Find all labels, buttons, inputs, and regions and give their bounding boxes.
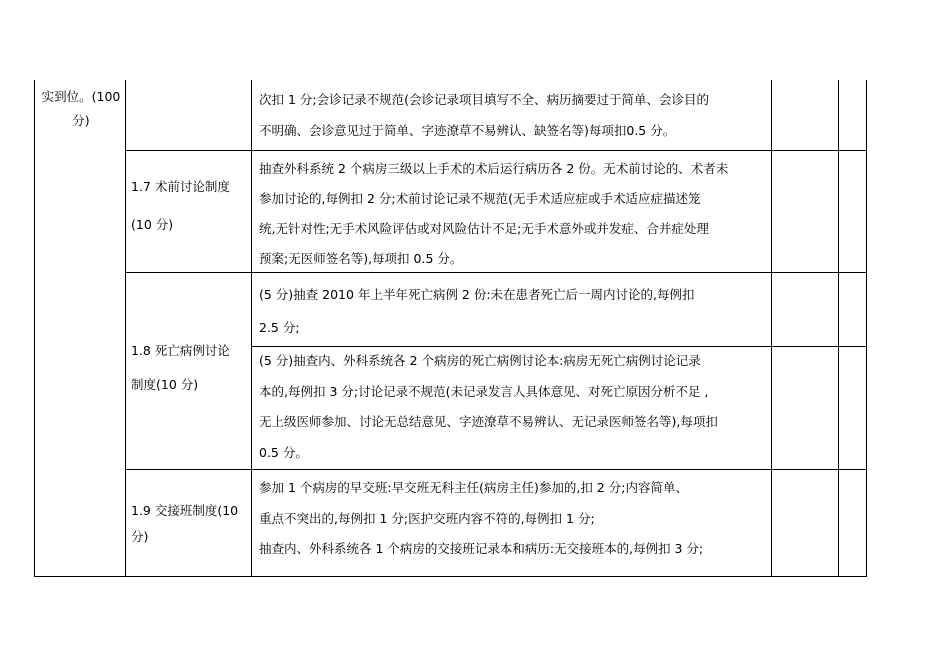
row-2-label: 1.7 术前讨论制度 (10 分) — [131, 179, 230, 232]
row-divider-4 — [125, 469, 867, 470]
category-cell-text: 实到位。(100 分) — [41, 89, 121, 128]
row-1-content: 次扣 1 分;会诊记录不规范(会诊记录项目填写不全、病历摘要过于简单、会诊目的 不明确、会诊意见过于简单、字迹潦草不易辨认、缺签名等)每项扣0.5 分。 — [259, 92, 709, 138]
table-col-divider-3 — [771, 80, 772, 577]
row-2-content: 抽查外科系统 2 个病房三级以上手术的术后运行病历各 2 份。无术前讨论的、术者未 参加讨论的,每例扣 2 分;术前讨论记录不规范(无手术适应症或手术适应症描述笼 统,无针对性;无手术风险评估或对风险估计不足;无手术意外或并发症、合并症处理 预案;无医师签名等),每项扣 0.5 分。 — [259, 161, 729, 266]
table-border-left — [34, 80, 35, 577]
row-3-content-a: (5 分)抽查 2010 年上半年死亡病例 2 份:未在患者死亡后一周内讨论的,每例扣 2.5 分; — [259, 287, 695, 335]
row-divider-1 — [125, 150, 867, 151]
row-3-label: 1.8 死亡病例讨论 制度(10 分) — [131, 343, 230, 392]
row-3-content-b: (5 分)抽查内、外科系统各 2 个病房的死亡病例讨论本:病房无死亡病例讨论记录 本的,每例扣 3 分;讨论记录不规范(未记录发言人具体意见、对死亡原因分析不足 , 无上级医师参加、讨论无总结意见、字迹潦草不易辨认、无记录医师签名等),每项扣 0.5 分。 — [259, 353, 718, 460]
row-4-content: 参加 1 个病房的早交班:早交班无科主任(病房主任)参加的,扣 2 分;内容简单、 重点不突出的,每例扣 1 分;医护交班内容不符的,每例扣 1 分; 抽查内、外科系统各 1 个病房的交接班记录本和病历:无交接班本的,每例扣 3 分; — [259, 480, 704, 556]
table-border-right — [866, 80, 867, 577]
table-col-divider-1 — [125, 80, 126, 577]
row-4-label: 1.9 交接班制度(10 分) — [131, 503, 239, 544]
table-col-divider-4 — [838, 80, 839, 577]
table-col-divider-2 — [251, 80, 252, 577]
table-border-bottom — [34, 576, 867, 577]
